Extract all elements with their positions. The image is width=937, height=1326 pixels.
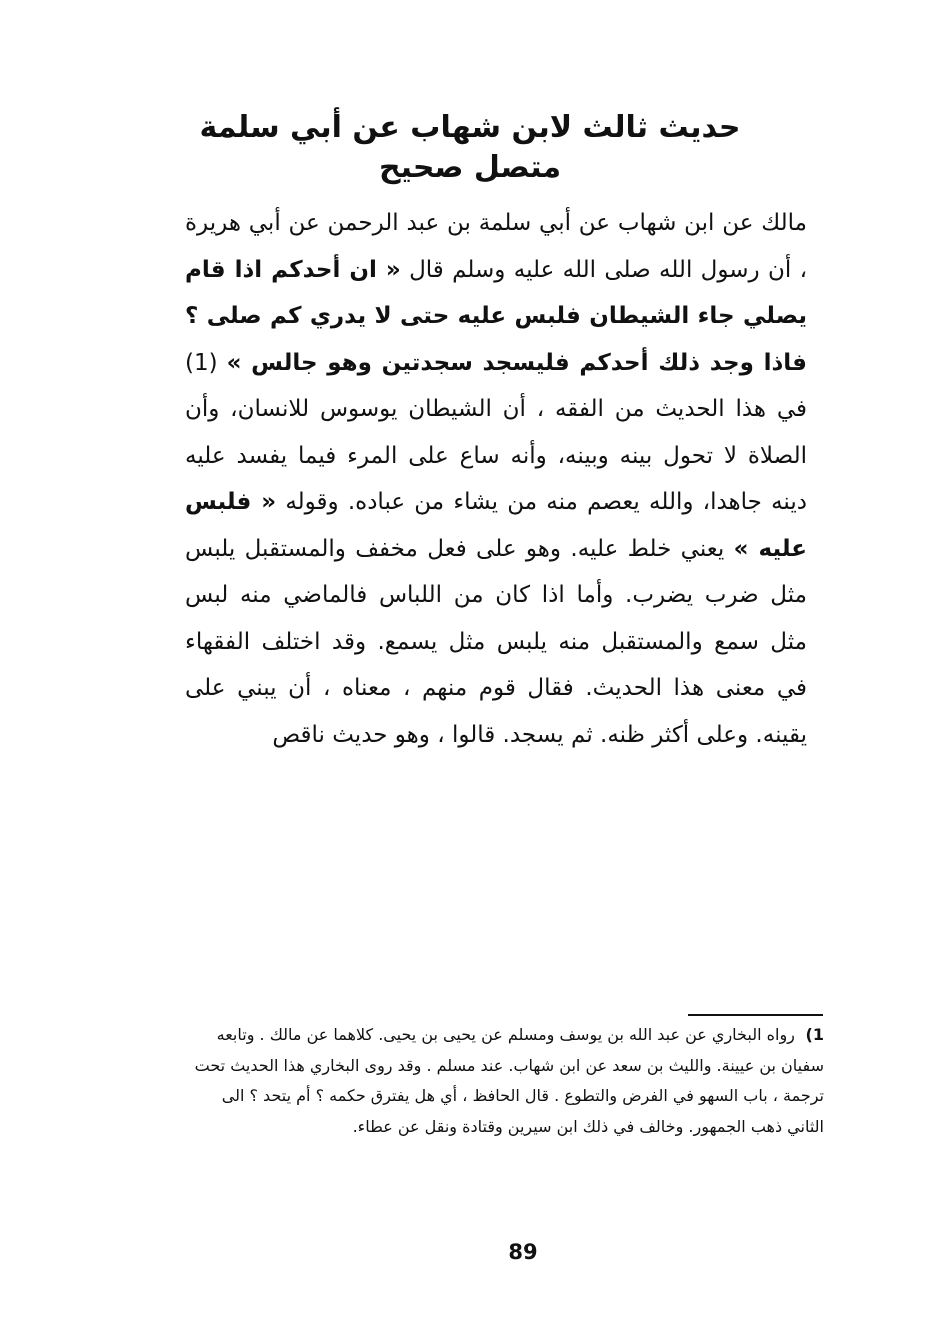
- commentary-text-continued: يعني خلط عليه. وهو على فعل مخفف والمستقبل يلبس مثل ضرب يضرب. وأما اذا كان من اللباس فالماضي منه لبس مثل سمع والمستقبل منه يلبس مثل يسمع. وقد اختلف الفقهاء في معنى هذا الحديث. فقال قوم منهم ، معناه ، أن يبني على يقينه. وعلى أكثر ظنه. ثم يسجد. قالوا ، وهو حديث ناقص: [185, 535, 807, 748]
- commentary-text: في هذا الحديث من الفقه ، أن الشيطان يوسوس للانسان، وأن الصلاة لا تحول بينه وبينه، وأنه ساع على المرء فيما يفسد عليه دينه جاهدا، والله يعصم منه من يشاء من عباده. وقوله: [185, 396, 808, 515]
- footnote-marker: 1): [805, 1025, 824, 1044]
- footnote: [188, 1020, 824, 1142]
- chapter-title: حديث ثالث لابن شهاب عن أبي سلمة متصل صحيح: [199, 110, 741, 185]
- footnote-text: رواه البخاري عن عبد الله بن يوسف ومسلم عن يحيى بن يحيى. كلاهما عن مالك . وتابعه سفيان بن عيينة. والليث بن سعد عن ابن شهاب. عند مسلم . وقد روى البخاري هذا الحديث تحت ترجمة ، باب السهو في الفرض والتطوع . قال الحافظ ، أي هل يفترق حكمه ؟ أم يتحد ؟ الى الثاني ذهب الجمهور. وخالف في ذلك ابن سيرين وقتادة ونقل عن عطاء.: [194, 1025, 824, 1136]
- isnad-text: مالك عن ابن شهاب عن أبي سلمة بن عبد الرحمن عن أبي هريرة ، أن رسول الله صلى الله عليه وسلم قال: [185, 210, 807, 283]
- footnote-separator: [688, 1014, 823, 1016]
- footnote-reference: (1): [185, 349, 218, 376]
- main-text: [185, 200, 807, 758]
- page-number: 89: [508, 1240, 538, 1264]
- hadith-text: « ان أحدكم اذا قام يصلي جاء الشيطان فلبس عليه حتى لا يدري كم صلى ؟ فاذا وجد ذلك أحدكم فليسجد سجدتين وهو جالس »: [185, 256, 807, 376]
- quoted-phrase: « فلبس عليه »: [185, 489, 807, 562]
